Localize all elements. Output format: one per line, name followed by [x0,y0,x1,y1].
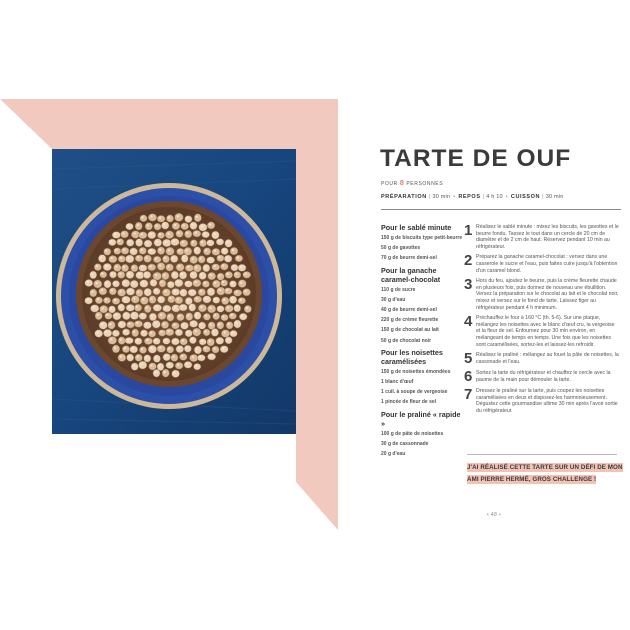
ingredient-item: 50 g de chocolat noir [381,337,432,344]
recipe-title: TARTE DE OUF [380,145,572,172]
prep-label: PRÉPARATION [381,194,427,200]
cook-value: 30 min [545,194,564,200]
servings-prefix: POUR [381,181,398,187]
step-number: 5 [464,350,473,368]
rest-value: 4 h 10 [486,194,503,200]
ingredient-group-sable [381,223,465,262]
step-text: Hors du feu, ajoutez le beurre, puis la crème fleurette chaude en plusieurs fois, puis donnez de nouveau une ébullition. Versez la préparation sur le chocolat au lait et le chocolat noir, mixez et versez sur le fond de tarte. Laissez figer au réfrigérateur pendant 4 h minimum. [476,278,619,311]
servings-line [381,180,443,187]
ingredient-item: 150 g de noisettes émondées [381,368,451,375]
step-text: Sortez la tarte du réfrigérateur et chauffez le cercle avec la paume de la main pour démouler la tarte. [476,370,611,383]
step-7 [464,388,620,414]
step-1 [464,224,620,250]
divider-bottom [467,454,617,455]
step-text: Réalisez le sablé minute : mixez les biscuits, les gavottes et le beurre fondu. Tassez le tout dans un cercle de 20 cm de diamètre et de 2 cm de haut. Réservez pendant 10 min au réfrigérateur. [476,224,619,250]
ingredient-item: 20 g d'eau [381,451,406,458]
step-text: Préchauffez le four à 160 °C (th. 5-6). Sur une plaque, mélangez les noisettes avec le blanc d'œuf cru, la vergeoise et la fleur de sel. Enfournez pour 30 min environ, en mélangeant de temps en temps. Une fois que les noisettes sont caramélisées, sortez-les et laissez-les refroidir. [476,315,615,348]
step-number: 2 [464,252,473,270]
page-number: • 48 • [486,512,502,518]
step-3 [464,278,620,311]
steps-list [464,224,620,418]
ingredient-group-praline [381,410,465,458]
step-text: Réalisez le praliné : mélangez au fouet la pâte de noisettes, la cassonade et l'eau. [476,352,619,365]
step-number: 7 [464,386,473,404]
ingredient-item: 50 g de gavottes [381,245,421,252]
ingredient-item: 150 g de biscuits type petit-beurre [381,235,463,241]
step-2 [464,254,620,274]
step-5 [464,352,620,366]
highlight-quote [467,462,627,486]
step-4 [464,315,620,348]
step-number: 1 [464,222,473,239]
ingredient-item: 220 g de crème fleurette [381,317,439,324]
cook-label: CUISSON [510,194,541,200]
ingredient-item: 40 g de beurre demi-sel [381,307,437,314]
timing-line: PRÉPARATION | 30 min • REPOS | 4 h 10 • CUISSON | 30 min [381,194,564,200]
rest-label: REPOS [458,194,481,200]
step-number: 3 [464,276,473,294]
ingredient-group-ganache [381,266,465,344]
divider-top [381,209,621,210]
ingredient-item: 1 pincée de fleur de sel [381,399,437,406]
prep-value: 30 min [432,194,451,200]
ingredient-item: 1 cuil. à soupe de vergeoise [381,389,448,396]
ingredient-item: 150 g de chocolat au lait [381,327,439,334]
ingredient-item: 110 g de sucre [381,286,416,293]
ingredient-item: 1 blanc d'œuf [381,379,414,386]
ingredient-group-heading: Pour les noisettes caramélisées [381,347,443,366]
step-number: 4 [464,313,473,331]
ingredient-group-heading: Pour le sablé minute [381,223,452,232]
ingredient-item: 30 g de cassonnade [381,440,429,447]
step-6 [464,370,620,384]
servings-unit: PERSONNES [406,181,444,187]
highlight-text: J'AI RÉALISÉ CETTE TARTE SUR UN DÉFI DE MON AMI PIERRE HERMÉ, GROS CHALLENGE ! [467,464,623,483]
step-text: Dressez le praliné sur la tarte, puis coupez les noisettes caramélisées en deux et disposez-les harmonieusement. Dégustez cette gourmandise ultime 30 min après l'avoir sortie du réfrigérateur. [476,388,618,414]
ingredients-list [381,223,465,461]
step-text: Préparez la ganache caramel-chocolat : versez dans une casserole le sucre et l'eau, puis faites cuire jusqu'à l'obtention d'un caramel blond. [476,254,618,274]
ingredient-item: 100 g de pâte de noisettes [381,430,444,437]
step-number: 6 [464,368,473,386]
ingredient-group-heading: Pour le praliné « rapide » [381,409,461,428]
servings-count: 8 [399,180,405,187]
ingredient-item: 30 g d'eau [381,296,406,303]
tart-illustration [52,149,296,434]
tart-photo [52,149,296,434]
ingredient-group-noisettes [381,348,465,406]
ingredient-item: 70 g de beurre demi-sel [381,255,437,262]
ingredient-group-heading: Pour la ganache caramel-chocolat [381,265,441,284]
